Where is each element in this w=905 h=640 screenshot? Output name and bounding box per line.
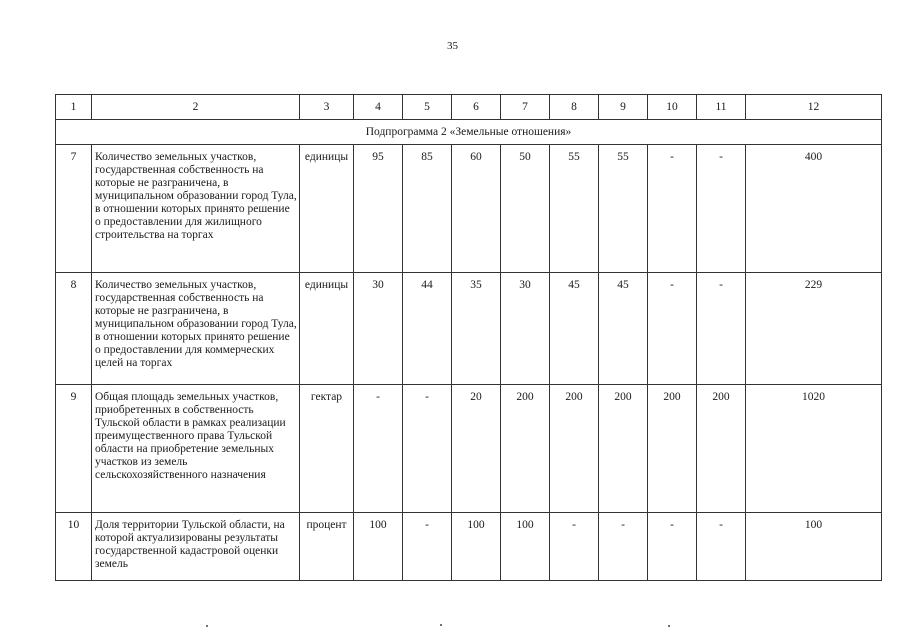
row-number: 10 xyxy=(56,513,92,581)
scan-marks xyxy=(0,624,905,630)
column-header: 3 xyxy=(300,95,354,120)
value-cell: - xyxy=(648,513,697,581)
value-cell: 200 xyxy=(501,385,550,513)
unit-cell: единицы xyxy=(300,145,354,273)
value-cell: 200 xyxy=(648,385,697,513)
value-cell: - xyxy=(599,513,648,581)
value-cell: 95 xyxy=(354,145,403,273)
scan-speck xyxy=(206,625,208,627)
value-cell: 20 xyxy=(452,385,501,513)
value-cell: - xyxy=(697,273,746,385)
column-header: 10 xyxy=(648,95,697,120)
table-header-row xyxy=(56,95,882,120)
value-cell: 200 xyxy=(550,385,599,513)
unit-cell: процент xyxy=(300,513,354,581)
table-row xyxy=(56,145,882,273)
scan-speck xyxy=(440,624,442,626)
value-cell: 60 xyxy=(452,145,501,273)
value-cell: - xyxy=(354,385,403,513)
unit-cell: единицы xyxy=(300,273,354,385)
value-cell: 50 xyxy=(501,145,550,273)
table-row xyxy=(56,273,882,385)
value-cell: 100 xyxy=(452,513,501,581)
value-cell: 85 xyxy=(403,145,452,273)
value-cell: - xyxy=(550,513,599,581)
value-cell: 30 xyxy=(354,273,403,385)
column-header: 9 xyxy=(599,95,648,120)
value-cell: 30 xyxy=(501,273,550,385)
value-cell: 45 xyxy=(550,273,599,385)
column-header: 6 xyxy=(452,95,501,120)
value-cell: 200 xyxy=(697,385,746,513)
column-header: 1 xyxy=(56,95,92,120)
indicator-name: Доля территории Тульской области, на которой актуализированы результаты государственной кадастровой оценки земель xyxy=(92,513,300,581)
total-cell: 229 xyxy=(746,273,882,385)
value-cell: 55 xyxy=(550,145,599,273)
value-cell: 100 xyxy=(354,513,403,581)
value-cell: 35 xyxy=(452,273,501,385)
value-cell: 200 xyxy=(599,385,648,513)
indicator-name: Общая площадь земельных участков, приобретенных в собственность Тульской области в рамках реализации преимущественного права Тульской области на приобретение земельных участков из земель сельскохозяйственного назначения xyxy=(92,385,300,513)
row-number: 9 xyxy=(56,385,92,513)
column-header: 4 xyxy=(354,95,403,120)
value-cell: 45 xyxy=(599,273,648,385)
table-row xyxy=(56,385,882,513)
total-cell: 100 xyxy=(746,513,882,581)
scan-speck xyxy=(668,625,670,627)
value-cell: - xyxy=(648,273,697,385)
column-header: 11 xyxy=(697,95,746,120)
indicator-name: Количество земельных участков, государственная собственность на которые не разграничена, в муниципальном образовании город Тула, в отношении которых принято решение о предоставлении для жилищного строительства на торгах xyxy=(92,145,300,273)
total-cell: 400 xyxy=(746,145,882,273)
value-cell: 44 xyxy=(403,273,452,385)
column-header: 5 xyxy=(403,95,452,120)
value-cell: - xyxy=(697,145,746,273)
value-cell: - xyxy=(403,513,452,581)
total-cell: 1020 xyxy=(746,385,882,513)
row-number: 8 xyxy=(56,273,92,385)
row-number: 7 xyxy=(56,145,92,273)
column-header: 12 xyxy=(746,95,882,120)
column-header: 7 xyxy=(501,95,550,120)
unit-cell: гектар xyxy=(300,385,354,513)
value-cell: - xyxy=(403,385,452,513)
column-header: 8 xyxy=(550,95,599,120)
subprogram-row xyxy=(56,120,882,145)
value-cell: 55 xyxy=(599,145,648,273)
value-cell: 100 xyxy=(501,513,550,581)
indicators-table xyxy=(55,94,882,581)
value-cell: - xyxy=(648,145,697,273)
subprogram-title: Подпрограмма 2 «Земельные отношения» xyxy=(56,120,882,145)
value-cell: - xyxy=(697,513,746,581)
page-number: 35 xyxy=(447,40,458,52)
column-header: 2 xyxy=(92,95,300,120)
indicator-name: Количество земельных участков, государственная собственность на которые не разграничена, в муниципальном образовании город Тула, в отношении которых принято решение о предоставлении для коммерческих целей на торгах xyxy=(92,273,300,385)
table-row xyxy=(56,513,882,581)
